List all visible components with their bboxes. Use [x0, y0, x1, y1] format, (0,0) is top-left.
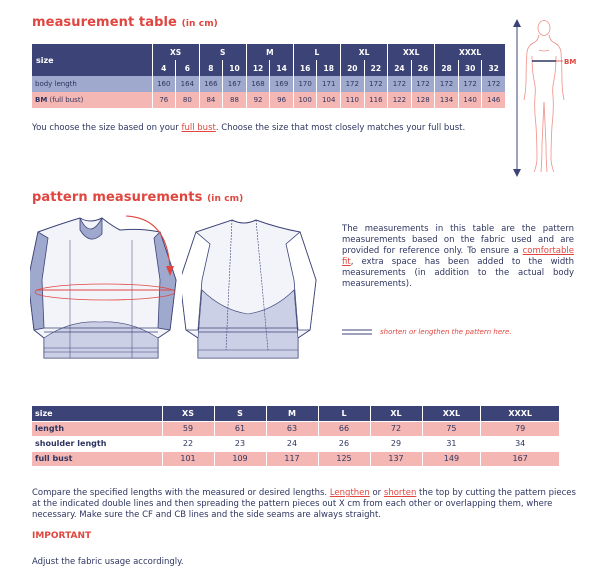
- pattern-size-l: L: [318, 406, 370, 421]
- shoulder-length-label: shoulder length: [32, 436, 162, 451]
- bm-row: [32, 92, 506, 108]
- comfortable-fit-link[interactable]: comfortable fit: [342, 246, 574, 267]
- bm-value: 122: [388, 92, 412, 108]
- double-line-legend-icon: [342, 327, 372, 337]
- size-number: 14: [270, 60, 294, 76]
- size-number: 26: [411, 60, 435, 76]
- length-value: 72: [370, 421, 422, 436]
- bm-value: 110: [341, 92, 365, 108]
- garment-front-illustration: [30, 210, 182, 362]
- full-bust-value: 109: [214, 451, 266, 466]
- full-bust-value: 167: [481, 451, 560, 466]
- measurement-table-unit: (in cm): [181, 19, 218, 29]
- body-length-value: 172: [388, 76, 412, 92]
- length-row: [32, 421, 560, 436]
- pattern-measurements-title: [32, 190, 243, 205]
- measurement-table-title: [32, 15, 218, 30]
- bm-value: 128: [411, 92, 435, 108]
- pattern-table-header: [32, 406, 560, 421]
- size-number: 4: [152, 60, 176, 76]
- bm-value: 96: [270, 92, 294, 108]
- pattern-table: [32, 406, 560, 467]
- full-bust-value: 125: [318, 451, 370, 466]
- bm-value: 134: [435, 92, 459, 108]
- body-length-value: 172: [411, 76, 435, 92]
- body-length-value: 172: [482, 76, 506, 92]
- bm-label-rest: (full bust): [49, 96, 84, 104]
- full-bust-label: full bust: [32, 451, 162, 466]
- instructions-text-2: the top by cutting the pattern pieces at the indicated double lines and then spreading the pattern pieces out X cm from each other or overlapping them, where necessary. Make sure the CF and CB lines and the side seams are always straight.: [32, 488, 576, 520]
- measurement-table: [32, 44, 506, 108]
- bm-value: 116: [364, 92, 388, 108]
- body-length-value: 172: [364, 76, 388, 92]
- size-group-s: S: [199, 44, 246, 60]
- body-length-value: 166: [199, 76, 223, 92]
- size-group-xl: XL: [341, 44, 388, 60]
- bm-label: [32, 92, 152, 108]
- important-heading: IMPORTANT: [32, 531, 92, 541]
- size-number: 16: [293, 60, 317, 76]
- body-length-value: 164: [176, 76, 200, 92]
- shoulder-length-row: [32, 436, 560, 451]
- instructions-text-1: Compare the specified lengths with the measured or desired lengths.: [32, 488, 330, 498]
- full-bust-value: 117: [266, 451, 318, 466]
- body-length-value: 171: [317, 76, 341, 92]
- size-number: 18: [317, 60, 341, 76]
- shoulder-length-value: 34: [481, 436, 560, 451]
- full-bust-value: 101: [162, 451, 214, 466]
- size-number: 12: [246, 60, 270, 76]
- pattern-description: [342, 224, 574, 290]
- shoulder-length-value: 23: [214, 436, 266, 451]
- pattern-description-after: , extra space has been added to the width measurements (in addition to the actual body measurements).: [342, 257, 574, 289]
- length-value: 61: [214, 421, 266, 436]
- note-text-before: You choose the size based on your: [32, 123, 182, 133]
- length-value: 59: [162, 421, 214, 436]
- bm-value: 104: [317, 92, 341, 108]
- pattern-measurements-unit: (in cm): [207, 194, 244, 204]
- body-length-value: 168: [246, 76, 270, 92]
- size-choice-note: [32, 123, 465, 133]
- size-number: 28: [435, 60, 459, 76]
- fabric-usage-note: Adjust the fabric usage accordingly.: [32, 557, 184, 567]
- pattern-size-s: S: [214, 406, 266, 421]
- pattern-size-header: size: [32, 406, 162, 421]
- size-group-m: M: [246, 44, 293, 60]
- instructions-or: or: [369, 488, 384, 498]
- shoulder-length-value: 24: [266, 436, 318, 451]
- pattern-description-before: The measurements in this table are the pattern measurements based on the fabric used and are provided for reference only. To ensure a: [342, 224, 574, 256]
- size-number: 30: [458, 60, 482, 76]
- size-number: 6: [176, 60, 200, 76]
- pattern-size-xs: XS: [162, 406, 214, 421]
- body-length-value: 172: [458, 76, 482, 92]
- shoulder-length-value: 22: [162, 436, 214, 451]
- size-number: 20: [341, 60, 365, 76]
- length-value: 63: [266, 421, 318, 436]
- bm-value: 84: [199, 92, 223, 108]
- lengthen-link[interactable]: Lengthen: [329, 488, 370, 498]
- bm-value: 76: [152, 92, 176, 108]
- size-group-row: [32, 44, 506, 60]
- pattern-measurements-title-text: pattern measurements: [32, 190, 203, 205]
- length-value: 66: [318, 421, 370, 436]
- full-bust-value: 149: [422, 451, 481, 466]
- body-length-value: 160: [152, 76, 176, 92]
- full-bust-row: [32, 451, 560, 466]
- bm-value: 100: [293, 92, 317, 108]
- size-number: 10: [223, 60, 247, 76]
- body-length-value: 172: [341, 76, 365, 92]
- full-bust-value: 137: [370, 451, 422, 466]
- full-bust-link[interactable]: full bust: [181, 123, 216, 133]
- pattern-size-m: M: [266, 406, 318, 421]
- measurement-table-title-text: measurement table: [32, 15, 177, 30]
- bm-label-bold: BM: [35, 96, 48, 104]
- bm-figure-label: BM: [564, 58, 577, 66]
- size-group-xxxl: XXXL: [435, 44, 506, 60]
- length-adjustment-instructions: [32, 488, 580, 521]
- shorten-legend-text: shorten or lengthen the pattern here.: [380, 328, 512, 336]
- size-group-l: L: [293, 44, 340, 60]
- size-number: 32: [482, 60, 506, 76]
- bm-value: 92: [246, 92, 270, 108]
- pattern-size-xxl: XXL: [422, 406, 481, 421]
- bm-value: 80: [176, 92, 200, 108]
- bm-value: 88: [223, 92, 247, 108]
- body-length-label: body length: [32, 76, 152, 92]
- shorten-link[interactable]: shorten: [383, 488, 417, 498]
- body-length-value: 169: [270, 76, 294, 92]
- length-value: 75: [422, 421, 481, 436]
- size-group-xxl: XXL: [388, 44, 435, 60]
- note-text-after: . Choose the size that most closely matches your full bust.: [215, 123, 466, 133]
- size-group-xs: XS: [152, 44, 199, 60]
- body-length-value: 172: [435, 76, 459, 92]
- size-number: 8: [199, 60, 223, 76]
- body-length-value: 170: [293, 76, 317, 92]
- shoulder-length-value: 31: [422, 436, 481, 451]
- length-value: 79: [481, 421, 560, 436]
- shoulder-length-value: 29: [370, 436, 422, 451]
- body-length-value: 167: [223, 76, 247, 92]
- size-number: 24: [388, 60, 412, 76]
- pattern-size-xl: XL: [370, 406, 422, 421]
- body-figure-illustration: [506, 14, 602, 180]
- shoulder-length-value: 26: [318, 436, 370, 451]
- bm-value: 140: [458, 92, 482, 108]
- garment-back-illustration: [182, 210, 322, 362]
- pattern-size-xxxl: XXXL: [481, 406, 560, 421]
- size-number: 22: [364, 60, 388, 76]
- length-label: length: [32, 421, 162, 436]
- size-header-cell: size: [32, 44, 152, 76]
- bm-value: 146: [482, 92, 506, 108]
- body-length-row: [32, 76, 506, 92]
